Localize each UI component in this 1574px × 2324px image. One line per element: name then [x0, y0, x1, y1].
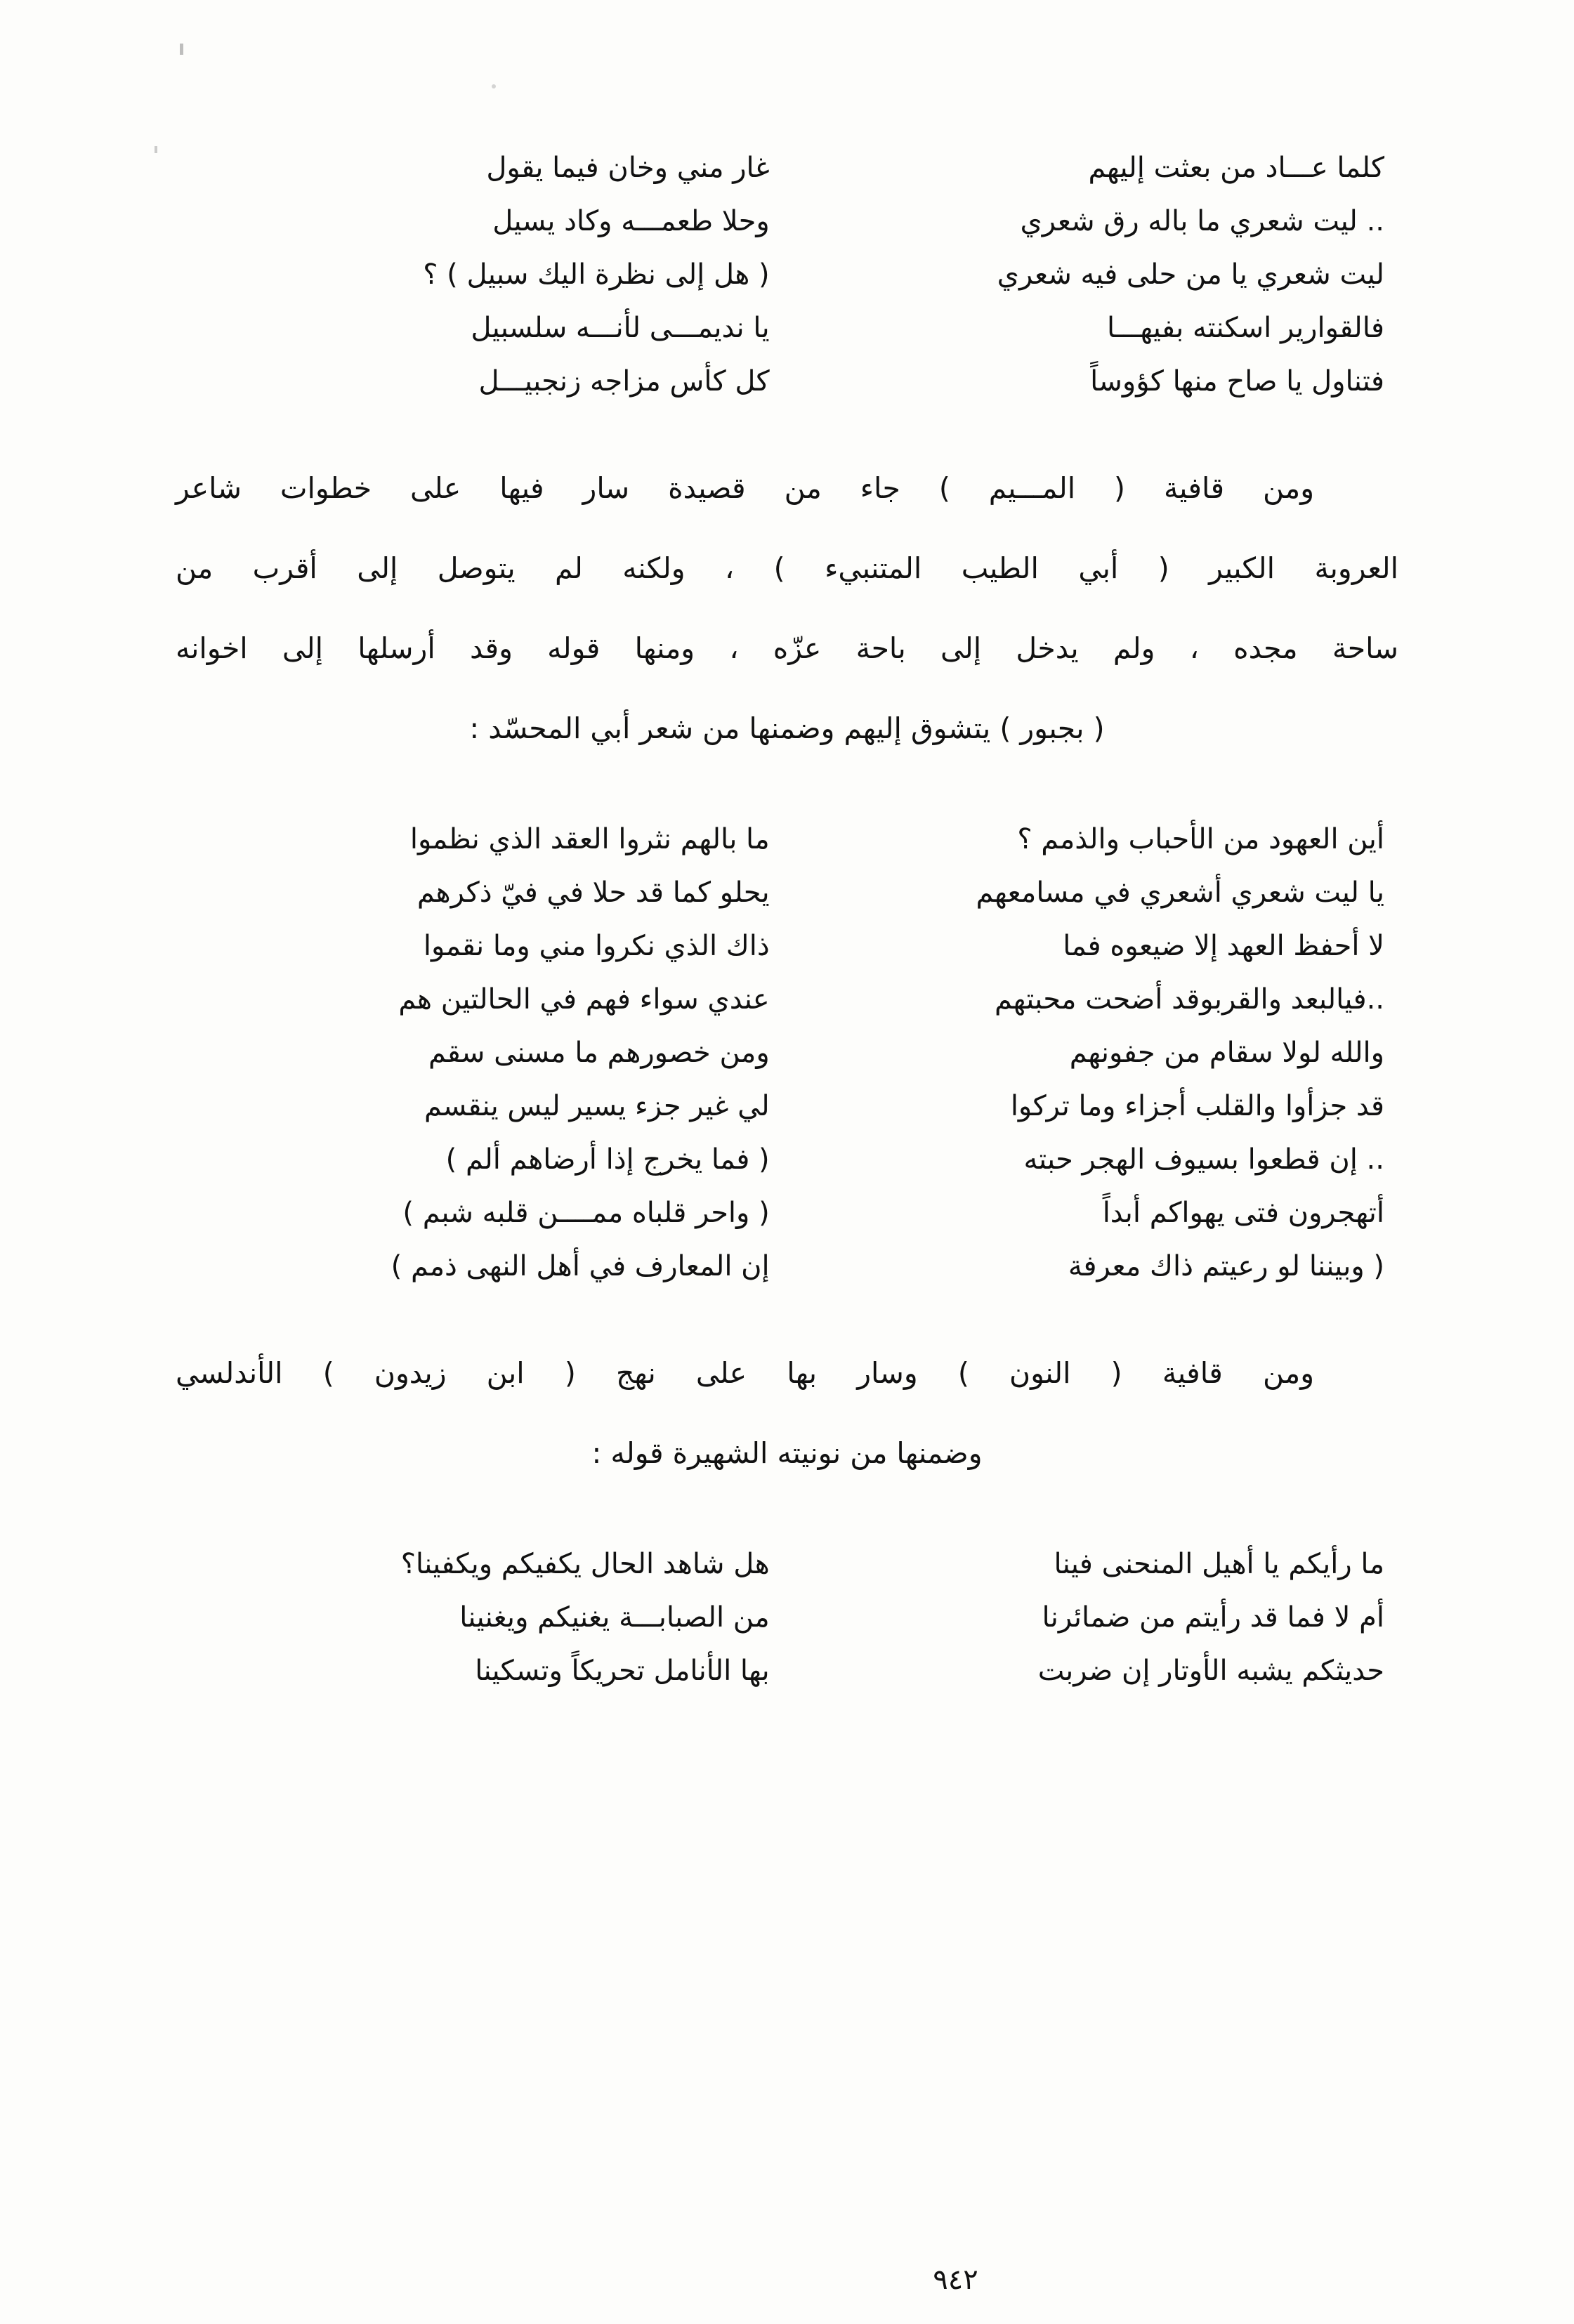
hemistich-right: ما رأيكم يا أهيل المنحنى فينا — [1054, 1547, 1384, 1580]
hemistich-left: من الصبابـــة يغنيكم ويغنينا — [459, 1601, 770, 1634]
spacer — [176, 781, 1398, 819]
verse-line — [176, 1597, 1398, 1638]
hemistich-left: إن المعارف في أهل النهى ذمم ) — [391, 1249, 770, 1282]
prose-block-2 — [176, 1346, 1398, 1482]
spacer — [176, 420, 1398, 437]
hemistich-right: قد جزأوا والقلب أجزاء وما تركوا — [1010, 1089, 1384, 1122]
hemistich-left: ذاك الذي نكروا مني وما نقموا — [423, 929, 770, 962]
prose-line: ( بجبور ) يتشوق إليهم وضمنها من شعر أبي المحسّد : — [469, 711, 1105, 745]
verse-line — [176, 361, 1398, 402]
hemistich-left: هل شاهد الحال يكفيكم ويكفينا؟ — [400, 1547, 770, 1580]
scan-artifact-3 — [492, 84, 496, 88]
hemistich-left: يحلو كما قد حلا في فيّ ذكرهم — [417, 876, 770, 909]
verse-line — [176, 1246, 1398, 1287]
prose-line: العروبة الكبير ( أبي الطيب المتنبيء ) ، ولكنه لم يتوصل إلى أقرب من — [176, 551, 1398, 585]
verse-line — [176, 147, 1398, 188]
verse-line — [176, 1086, 1398, 1127]
hemistich-right: أين العهود من الأحباب والذمم ؟ — [1017, 822, 1384, 855]
hemistich-right: ليت شعري يا من حلى فيه شعري — [997, 258, 1384, 291]
hemistich-left: غار مني وخان فيما يقول — [486, 152, 770, 184]
poem-block-3 — [176, 1544, 1398, 1691]
hemistich-right: .. إن قطعوا بسيوف الهجر حبته — [1023, 1143, 1384, 1176]
hemistich-left: كل كأس مزاجه زنجبيـــل — [478, 365, 770, 398]
verse-line — [176, 872, 1398, 913]
verse-line — [176, 979, 1398, 1020]
hemistich-right: كلما عـــاد من بعثت إليهم — [1088, 152, 1384, 184]
hemistich-right: يا ليت شعري أشعري في مسامعهم — [976, 876, 1384, 909]
hemistich-left: ( فما يخرج إذا أرضاهم ألم ) — [445, 1143, 770, 1176]
page-content — [176, 147, 1398, 2240]
page-number-value: ٩٤٢ — [933, 2264, 978, 2296]
hemistich-right: .. ليت شعري ما باله رق شعري — [1020, 205, 1384, 237]
verse-line — [176, 308, 1398, 348]
hemistich-right: فالقوارير اسكنته بفيهـــا — [1107, 312, 1384, 344]
verse-line — [176, 926, 1398, 966]
verse-line — [176, 1032, 1398, 1073]
prose-block-1 — [176, 461, 1398, 757]
hemistich-left: ( واحر قلباه ممــــن قلبه شبم ) — [402, 1196, 770, 1229]
hemistich-left: ما بالهم نثروا العقد الذي نظموا — [409, 822, 770, 855]
prose-line: ومن قافية ( المـــيم ) جاء من قصيدة سار فيها على خطوات شاعر — [176, 471, 1314, 505]
scan-artifact-2 — [155, 146, 157, 153]
verse-line — [176, 1650, 1398, 1691]
spacer — [176, 1506, 1398, 1544]
poem-block-1 — [176, 147, 1398, 402]
poem-block-2 — [176, 819, 1398, 1287]
hemistich-right: أتهجرون فتى يهواكم أبداً — [1102, 1196, 1384, 1229]
page-number — [0, 2264, 1574, 2296]
verse-line — [176, 1193, 1398, 1233]
verse-line — [176, 201, 1398, 242]
prose-line: ومن قافية ( النون ) وسار بها على نهج ( ابن زيدون ) الأندلسي — [176, 1355, 1314, 1390]
spacer — [176, 1305, 1398, 1322]
hemistich-right: حديثكم يشبه الأوتار إن ضربت — [1037, 1654, 1384, 1687]
verse-line — [176, 1139, 1398, 1180]
scan-artifact-1 — [180, 44, 183, 55]
hemistich-right: فتناول يا صاح منها كؤوساً — [1090, 365, 1384, 398]
hemistich-left: لي غير جزء يسير ليس ينقسم — [424, 1089, 770, 1122]
hemistich-left: ( هل إلى نظرة اليك سبيل ) ؟ — [423, 258, 770, 291]
prose-line: وضمنها من نونيته الشهيرة قوله : — [591, 1436, 983, 1470]
hemistich-right: والله لولا سقام من جفونهم — [1069, 1036, 1384, 1069]
hemistich-right: أم لا فما قد رأيتم من ضمائرنا — [1042, 1601, 1384, 1634]
hemistich-left: وحلا طعمـــه وكاد يسيل — [492, 205, 770, 237]
hemistich-left: يا نديمـــى لأنـــه سلسبيل — [471, 312, 770, 344]
hemistich-right: ( وبيننا لو رعيتم ذاك معرفة — [1068, 1249, 1384, 1282]
hemistich-left: عندي سواء فهم في الحالتين هم — [398, 983, 770, 1016]
verse-line — [176, 254, 1398, 295]
hemistich-right: لا أحفظ العهد إلا ضيعوه فما — [1063, 929, 1384, 962]
verse-line — [176, 819, 1398, 860]
hemistich-left: بها الأنامل تحريكاً وتسكينا — [475, 1654, 770, 1687]
hemistich-left: ومن خصورهم ما مسنى سقم — [428, 1036, 770, 1069]
prose-line: ساحة مجده ، ولم يدخل إلى باحة عزّه ، ومنها قوله وقد أرسلها إلى اخوانه — [176, 631, 1398, 665]
verse-line — [176, 1544, 1398, 1584]
hemistich-right: ..فيالبعد والقربوقد أضحت محبتهم — [995, 983, 1384, 1016]
